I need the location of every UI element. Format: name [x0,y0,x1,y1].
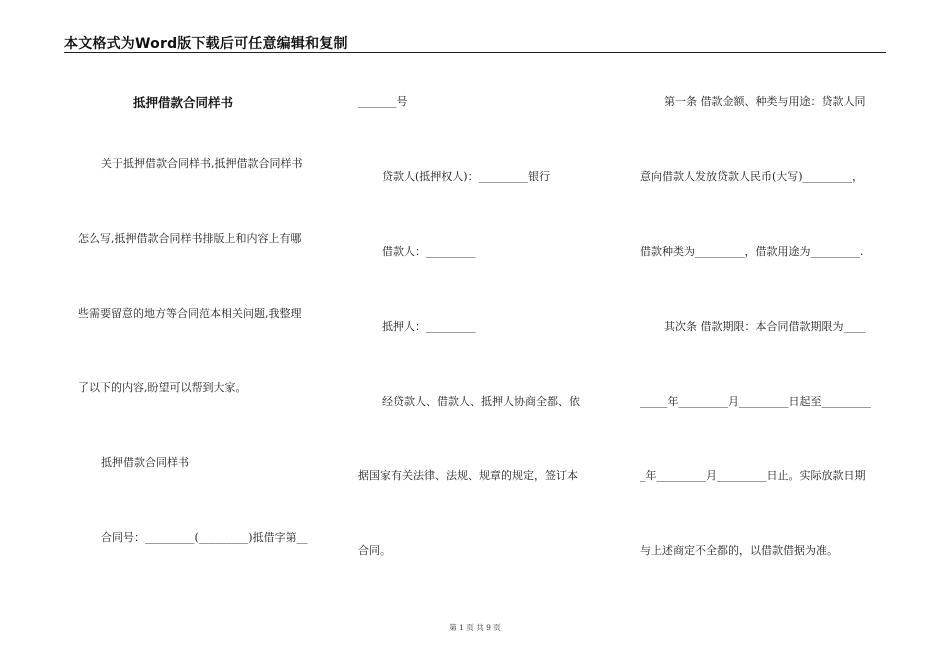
col3-paragraph-line: 意向借款人发放贷款人民币(大写)_________， [640,170,864,183]
col1-paragraph-line: 了以下的内容,盼望可以帮到大家。 [78,381,247,394]
article-2-line: 其次条 借款期限：本合同借款期限为____ [664,320,866,333]
mortgagor-line: 抵押人：_________ [382,320,476,333]
col3-paragraph-line: 与上述商定不全都的，以借款借据为准。 [640,544,838,557]
contract-subtitle: 抵押借款合同样书 [101,456,189,469]
col2-paragraph-line: _______号 [358,95,408,108]
col2-paragraph-line: 经贷款人、借款人、抵押人协商全都、依 [382,395,580,408]
col3-paragraph-line: _____年_________月_________日起至_________ [640,395,871,408]
document-title: 抵押借款合同样书 [133,95,234,110]
col1-paragraph-line: 关于抵押借款合同样书,抵押借款合同样书 [101,157,303,170]
borrower-line: 借款人：_________ [382,245,476,258]
col1-paragraph-line: 怎么写,抵押借款合同样书排版上和内容上有哪 [78,232,302,245]
lender-line: 贷款人(抵押权人)：_________银行 [382,170,551,183]
col3-paragraph-line: _年_________月_________日止。实际放款日期 [640,469,866,482]
contract-number-line: 合同号：_________(_________)抵借字第__ [101,531,308,544]
col2-paragraph-line: 合同。 [358,544,391,557]
col2-paragraph-line: 据国家有关法律、法规、规章的规定，签订本 [358,469,578,482]
document-header: 本文格式为Word版下载后可任意编辑和复制 [64,36,348,52]
page-footer: 第 1 页 共 9 页 [449,623,501,632]
article-1-line: 第一条 借款金额、种类与用途：贷款人同 [664,95,866,108]
col3-paragraph-line: 借款种类为_________，借款用途为_________. [640,245,864,258]
col1-paragraph-line: 些需要留意的地方等合同范本相关问题,我整理 [78,307,302,320]
header-divider [64,52,886,53]
